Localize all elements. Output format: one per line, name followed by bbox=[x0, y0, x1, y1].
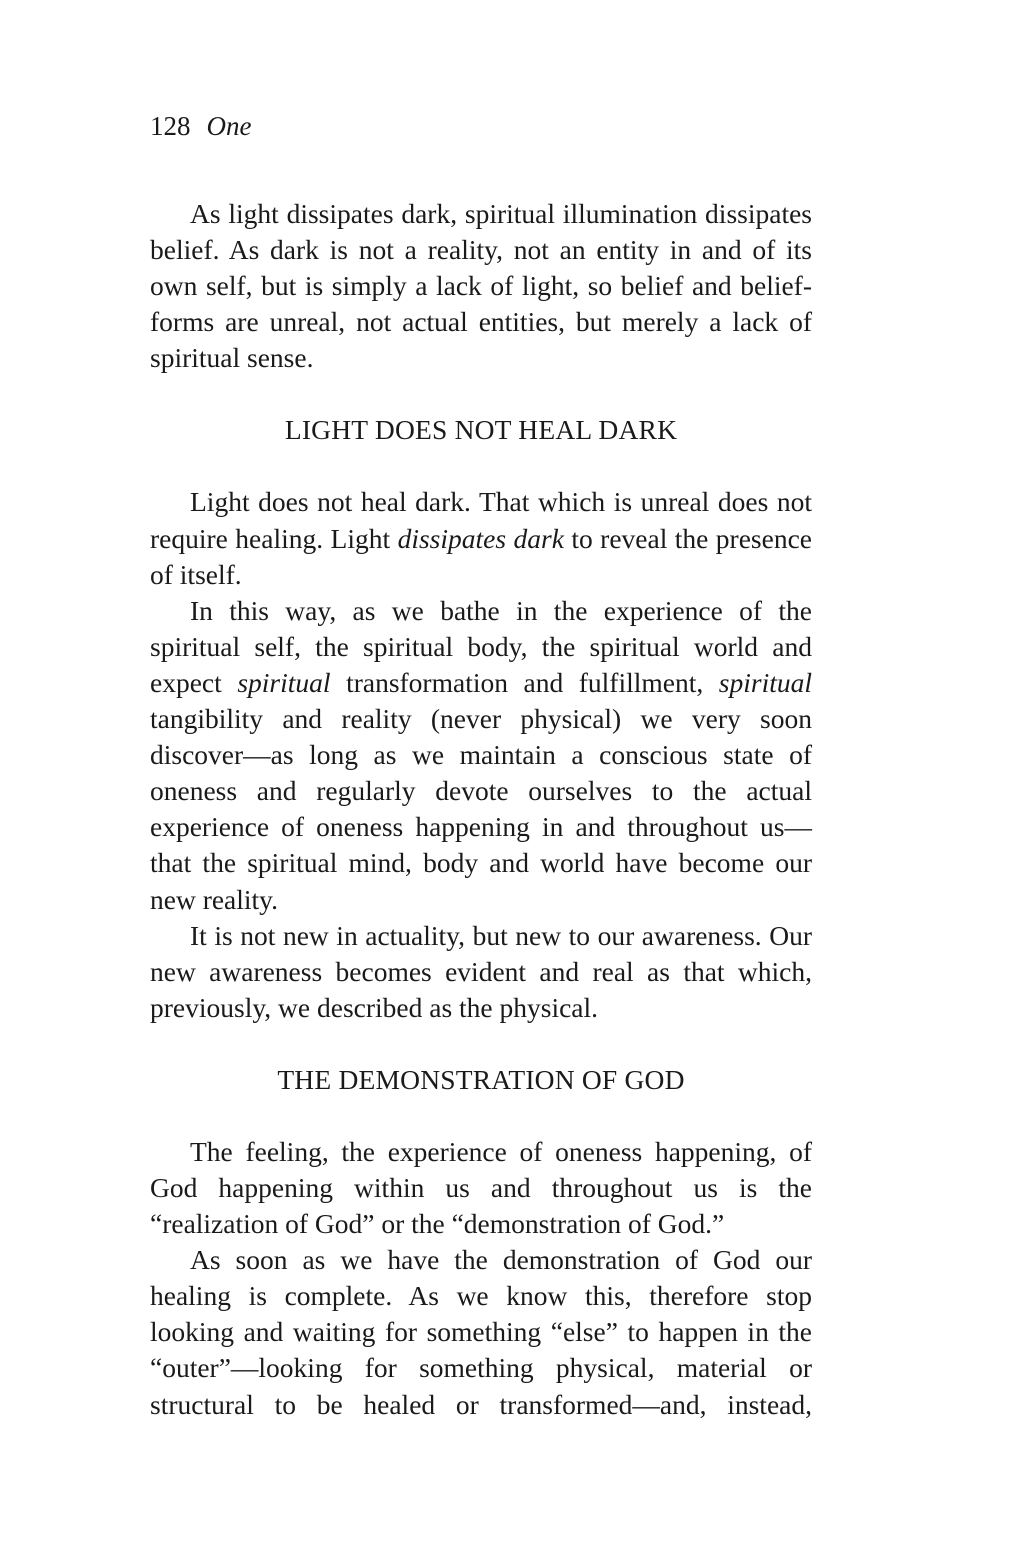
paragraph-text: Light does not heal dark. That which is unreal does not require healing. Light bbox=[150, 486, 812, 554]
paragraph-text: transformation and fulfillment, bbox=[330, 666, 719, 698]
paragraph-in-this-way bbox=[150, 593, 812, 918]
paragraph-text: tangibility and reality (never physical) we very soon discover—as long as we maintain a conscious state of oneness and regularly devote ourselves to the actual experience of oneness happening in and throughout us—that the spiritual mind, body and world have become our new reality. bbox=[150, 703, 812, 915]
page-number: 128 bbox=[150, 111, 191, 141]
emphasis-text: dissipates dark bbox=[397, 522, 564, 554]
running-header bbox=[150, 108, 251, 144]
section-heading-light-does-not-heal-dark: LIGHT DOES NOT HEAL DARK bbox=[284, 414, 678, 446]
paragraph-light-dissipates: As light dissipates dark, spiritual illumination dissipates belief. As dark is not a reality, not an entity in and of its own self, but is simply a lack of light, so belief and belief-forms are unreal, not actual entities, but merely a lack of spiritual sense. bbox=[150, 198, 812, 374]
paragraph-as-soon-as: As soon as we have the demonstration of God our healing is complete. As we know this, therefore stop looking and waiting for something “else” to happen in the “outer”—looking for something physical, material or structural to be healed or transformed—and, instead, bbox=[150, 1244, 812, 1420]
paragraph-text: In this way, as we bathe in the experience of the spiritual self, the spiritual body, the spiritual world and expect bbox=[150, 594, 812, 698]
emphasis-text: spiritual bbox=[718, 666, 813, 698]
book-title: One bbox=[206, 111, 252, 141]
paragraph-not-new: It is not new in actuality, but new to our awareness. Our new awareness becomes evident and real as that which, previously, we described as the physical. bbox=[150, 919, 812, 1023]
paragraph-feeling-of-oneness: The feeling, the experience of oneness happening, of God happening within us and throughout us is the “realization of God” or the “demonstration of God.” bbox=[150, 1135, 812, 1240]
emphasis-text: spiritual bbox=[237, 666, 331, 698]
page-body bbox=[150, 196, 812, 1423]
section-heading-demonstration-of-god: THE DEMONSTRATION OF GOD bbox=[277, 1063, 685, 1095]
paragraph-light-does-not-heal bbox=[150, 484, 812, 592]
paragraph-text: to reveal the presence of itself. bbox=[150, 522, 812, 590]
